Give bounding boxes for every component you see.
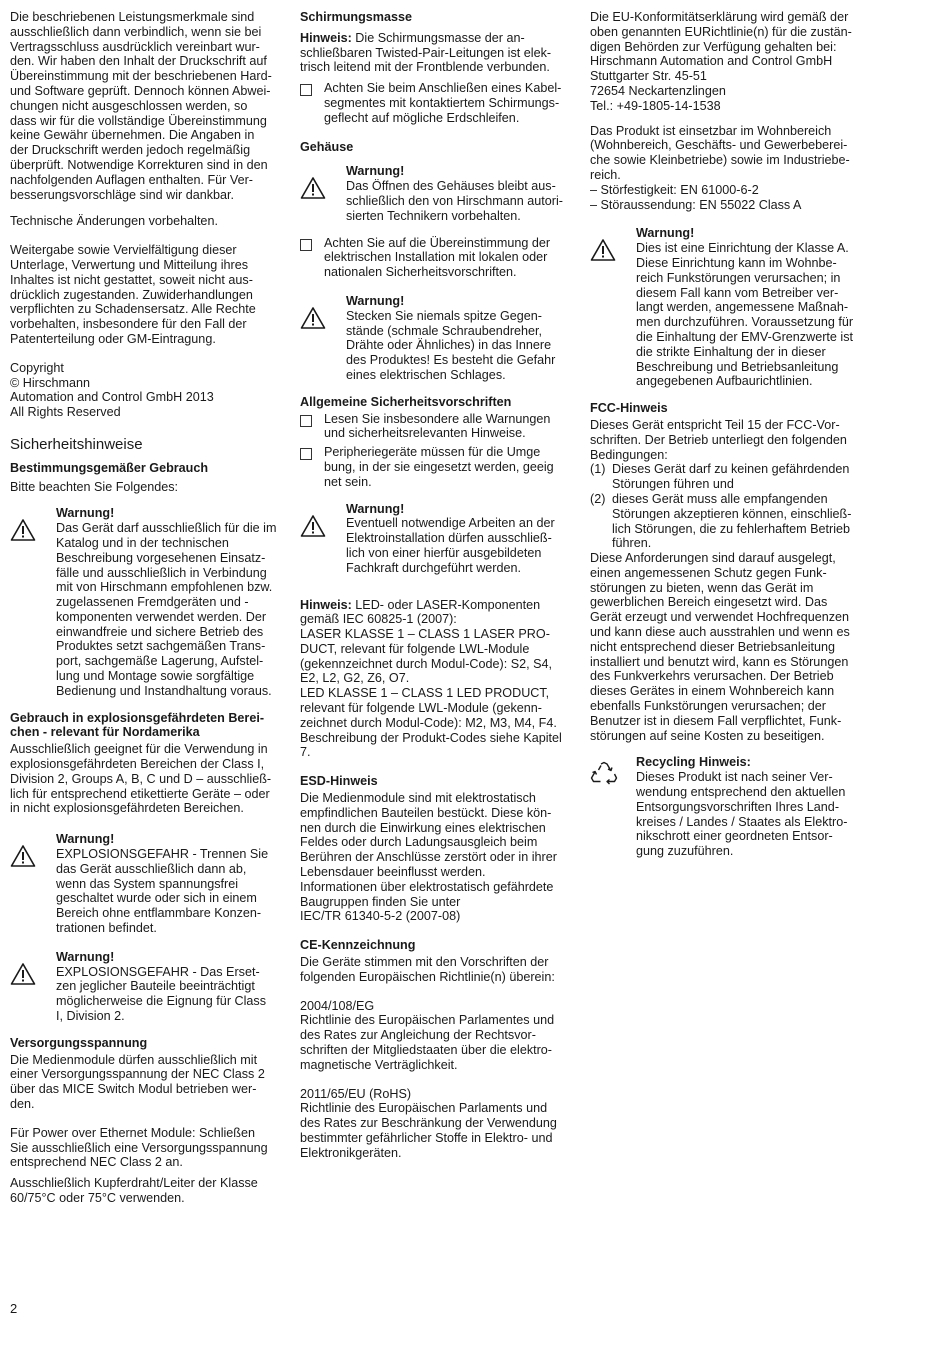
poe-text: Für Power over Ethernet Module: Schließen Sie ausschließlich eine Versorgungsspannung entsprechend NEC Class 2 an. (10, 1125, 268, 1170)
please-note-text: Bitte beachten Sie Folgendes: (10, 479, 179, 494)
warning-text: Das Öffnen des Gehäuses bleibt aus- schließlich den von Hirschmann autori- sierten Technikern vorbehalten. (346, 179, 563, 223)
warning-icon (10, 518, 36, 542)
fcc-conditions-list (590, 462, 870, 551)
warning-title: Warnung! (346, 293, 405, 308)
hint-text: Die Schirmungsmasse der an- schließbaren Twisted-Pair-Leitungen ist elek- trisch leitend mit der Frontblende verbunden. (300, 30, 552, 75)
page-number: 2 (10, 1301, 18, 1316)
fcc-intro: Dieses Gerät entspricht Teil 15 der FCC-Vor- schriften. Der Betrieb unterliegt den folgenden Bedingungen: (590, 417, 847, 462)
supply-heading: Versorgungsspannung (10, 1035, 148, 1050)
warning-text: Eventuell notwendige Arbeiten an der Elektroinstallation dürfen ausschließ- lich von einer hierfür ausgebildeten Fachkraft durchgeführt werden. (346, 516, 555, 575)
warning-icon (10, 844, 36, 868)
recycling-icon (590, 761, 618, 787)
tech-changes-paragraph: Technische Änderungen vorbehalten. (10, 214, 218, 229)
general-safety-heading: Allgemeine Sicherheitsvorschriften (300, 394, 512, 409)
warning-block (590, 226, 870, 389)
warning-text: EXPLOSIONSGEFAHR - Das Erset- zen jeglicher Bauteile beeinträchtigt möglicherweise die Eignung für Class I, Division 2. (56, 964, 266, 1024)
warning-text: Dies ist eine Einrichtung der Klasse A. Diese Einrichtung kann im Wohnbe- reich Funkstörungen verursachen; in diesem Fall kann vom Betreiber ver- langt werden, angemessene Maßnah- men durchzuführen. Voraussetzung für die Einhaltung der EMV-Grenzwerte ist die strikte Einhaltung der in dieser Beschreibung und Betriebsanleitung angegebenen Aufbaurichtlinien. (636, 241, 854, 389)
warning-title: Warnung! (346, 164, 405, 179)
warning-text: Das Gerät darf ausschließlich für die im Katalog und in der technischen Beschreibung vorgesehenen Einsatz- fälle und ausschließlich in Verbindung mit von Hirschmann empfohlenen bzw. zugelassenen Fremdgeräten und - komponenten verwendet werden. Der einwandfreie und sichere Betrieb des Produktes setzt sachgemäßen Trans- port, sachgemäße Lagerung, Aufstel- lung und Montage sowie sorgfältige Bedienung und Instandhaltung voraus. (56, 521, 277, 698)
column-middle (300, 10, 575, 1173)
checkbox-icon (300, 239, 312, 251)
warning-icon (590, 238, 616, 262)
warning-block (300, 502, 575, 576)
checklist-item (300, 445, 575, 489)
housing-heading: Gehäuse (300, 139, 354, 154)
reproduction-paragraph: Weitergabe sowie Vervielfältigung dieser Unterlage, Verwertung und Mitteilung ihres Inhaltes ist nicht gestattet, soweit nicht aus- drücklich zugestanden. Zuwiderhandlungen verpflichten zu Schadensersatz. Alle Rechte vorbehalten, insbesondere für den Fall der Patenterteilung oder GM-Eintragung. (10, 243, 256, 346)
recycling-block (590, 755, 870, 859)
hint-label: Hinweis: (300, 30, 352, 45)
residential-text: Das Produkt ist einsetzbar im Wohnbereich (Wohnbereich, Geschäfts- und Gewerbeberei- che sowie Kleinbetriebe) sowie im Industriebe- reich. – Störfestigkeit: EN 61000-6-2 – Störaussendung: EN 55022 Class A (590, 123, 850, 212)
explosion-heading: Gebrauch in explosionsgefährdeten Berei- chen - relevant für Nordamerika (10, 710, 265, 740)
intended-use-heading: Bestimmungsgemäßer Gebrauch (10, 460, 209, 475)
shield-heading: Schirmungsmasse (300, 10, 412, 24)
checklist-item (300, 412, 575, 442)
warning-text: EXPLOSIONSGEFAHR - Trennen Sie das Gerät ausschließlich dann ab, wenn das System spannungsfrei geschaltet wurde oder sich in einem Bereich ohne entflammbare Konzen- trationen befindet. (56, 847, 269, 936)
conformity-text: Die EU-Konformitätserklärung wird gemäß der oben genannten EURichtlinie(n) für die zustän- digen Behörden zur Verfügung gehalten bei: Hirschmann Automation and Control GmbH Stuttgarter Str. 45-51 72654 Neckartenzlingen Tel.: +49-1805-14-1538 (590, 10, 852, 113)
recycling-text: Dieses Produkt ist nach seiner Ver- wendung entsprechend den aktuellen Entsorgungsvorschriften Ihres Land- kreises / Landes / Staates als Elektro- nikschrott einer geordneten Entsor- gung zuzuführen. (636, 770, 848, 859)
fcc-text: Diese Anforderungen sind darauf ausgelegt, einen angemessenen Schutz gegen Funk- störungen zu bieten, wenn das Gerät im gewerblichen Bereich eingesetzt wird. Das Gerät erzeugt und verwendet Hochfrequenzen und kann diese auch ausstrahlen und wenn es nicht entsprechend dieser Betriebsanleitung installiert und benutzt wird, kann es Störungen des Funkverkehrs verursachen. Der Betrieb dieses Gerätes in einem Wohnbereich kann ebenfalls Funkstörungen verursachen; der Benutzer ist in diesem Fall verpflichtet, Funk- störungen auf seine Kosten zu beseitigen. (590, 551, 850, 743)
checklist-text: Achten Sie beim Anschließen eines Kabel- segmentes mit kontaktiertem Schirmungs- geflecht auf mögliche Erdschleifen. (324, 81, 562, 125)
warning-icon (300, 176, 326, 200)
copper-text: Ausschließlich Kupferdraht/Leiter der Klasse 60/75°C oder 75°C verwenden. (10, 1176, 258, 1205)
list-item-text: dieses Gerät muss alle empfangenden Störungen akzeptieren können, einschließ- lich Störungen, die zu fehlerhaftem Betrieb führen. (612, 491, 852, 551)
warning-block (300, 294, 575, 383)
esd-text: Die Medienmodule sind mit elektrostatisch empfindlichen Bauteilen bestückt. Diese kön- nen durch die Einwirkung eines elektrischen Feldes oder durch Ladungsausgleich beim Berühren der Anschlüsse zerstört oder in ihrer Lebensdauer beeinflusst werden. Informationen über elektrostatisch gefährdete Baugruppen finden Sie unter IEC/TR 61340-5-2 (2007-08) (300, 791, 557, 924)
list-item (590, 492, 870, 551)
warning-icon (300, 514, 326, 538)
checkbox-icon (300, 448, 312, 460)
column-left (10, 10, 288, 1218)
list-item-text: Dieses Gerät darf zu keinen gefährdenden Störungen führen und (612, 462, 850, 492)
list-marker: (1) (590, 462, 606, 477)
checkbox-icon (300, 415, 312, 427)
warning-icon (10, 962, 36, 986)
checklist-text: Lesen Sie insbesondere alle Warnungen und sicherheitsrelevanten Hinweise. (324, 411, 551, 441)
warning-block (10, 950, 288, 1024)
checklist-item (300, 236, 575, 280)
esd-heading: ESD-Hinweis (300, 774, 378, 789)
recycling-title: Recycling Hinweis: (636, 755, 751, 770)
hint-text: LED- oder LASER-Komponenten gemäß IEC 60825-1 (2007): LASER KLASSE 1 – CLASS 1 LASER PRO- DUCT, relevant für folgende LWL-Module (gekennzeichnet durch Modul-Code): S2, S4, E2, L2, G2, Z6, O7. LED KLASSE 1 – CLASS 1 LED PRODUCT, relevant für folgende LWL-Module (gekenn- zeichnet durch Modul-Code): M2, M3, M4, F4. Beschreibung der Produkt-Codes siehe Kapitel 7. (300, 597, 562, 760)
led-hint (300, 598, 575, 761)
warning-title: Warnung! (56, 506, 115, 521)
copyright-paragraph: Copyright © Hirschmann Automation and Control GmbH 2013 All Rights Reserved (10, 360, 214, 420)
warning-block (10, 832, 288, 936)
explosion-text: Ausschließlich geeignet für die Verwendung in explosionsgefährdeten Bereichen der Class I, Division 2, Groups A, B, C und D – ausschließ- lich für entsprechend etikettierte Geräte – oder in nicht explosionsgefährdeten Bereichen. (10, 742, 272, 816)
ce-directive: 2004/108/EG Richtlinie des Europäischen Parlamentes und des Rates zur Angleichung der Rechtsvor- schriften der Mitgliedstaaten über die elektro- magnetische Verträglichkeit. (300, 998, 555, 1072)
ce-directive: 2011/65/EU (RoHS) Richtlinie des Europäischen Parlaments und des Rates zur Beschränkung der Verwendung bestimmter gefährlicher Stoffe in Elektro- und Elektronikgeräten. (300, 1086, 557, 1160)
safety-heading: Sicherheitshinweise (10, 435, 143, 453)
shield-hint (300, 31, 575, 75)
checklist-text: Achten Sie auf die Übereinstimmung der elektrischen Installation mit lokalen oder nationalen Sicherheitsvorschriften. (324, 235, 551, 280)
supply-text: Die Medienmodule dürfen ausschließlich mit einer Versorgungsspannung der NEC Class 2 über das MICE Switch Modul betrieben wer- den. (10, 1052, 265, 1111)
ce-heading: CE-Kennzeichnung (300, 938, 416, 953)
fcc-heading: FCC-Hinweis (590, 401, 668, 416)
warning-title: Warnung! (56, 949, 115, 964)
hint-label: Hinweis: (300, 597, 352, 612)
warning-text: Stecken Sie niemals spitze Gegen- stände (schmale Schraubendreher, Drähte oder Ähnliches) in das Innere des Produktes! Es besteht die Gefahr eines elektrischen Schlages. (346, 308, 556, 382)
warning-title: Warnung! (636, 226, 695, 241)
checkbox-icon (300, 84, 312, 96)
warning-title: Warnung! (346, 501, 405, 516)
list-marker: (2) (590, 491, 606, 506)
warning-title: Warnung! (56, 832, 115, 847)
warning-icon (300, 306, 326, 330)
ce-text: Die Geräte stimmen mit den Vorschriften der folgenden Europäischen Richtlinie(n) überein: (300, 955, 555, 984)
checklist-item (300, 81, 575, 125)
warning-block (300, 164, 575, 223)
intro-paragraph: Die beschriebenen Leistungsmerkmale sind ausschließlich dann verbindlich, wenn sie bei Vertragsschluss ausdrücklich vereinbart wur- den. Wir haben den Inhalt der Druckschrift auf Übereinstimmung mit der beschriebenen Hard- und Software geprüft. Dennoch können Abwei- chungen nicht ausgeschlossen werden, so dass wir für die vollständige Übereinstimmung keine Gewähr übernehmen. Die Angaben in der Druckschrift werden jedoch regelmäßig überprüft. Notwendige Korrekturen sind in den nachfolgenden Auflagen enthalten. Für Ver- besserungsvorschläge sind wir dankbar. (10, 10, 272, 202)
column-right (590, 10, 870, 871)
checklist-text: Peripheriegeräte müssen für die Umge bung, in der sie eingesetzt werden, geeig net sein. (324, 445, 554, 489)
list-item (590, 462, 870, 492)
warning-block (10, 506, 288, 698)
